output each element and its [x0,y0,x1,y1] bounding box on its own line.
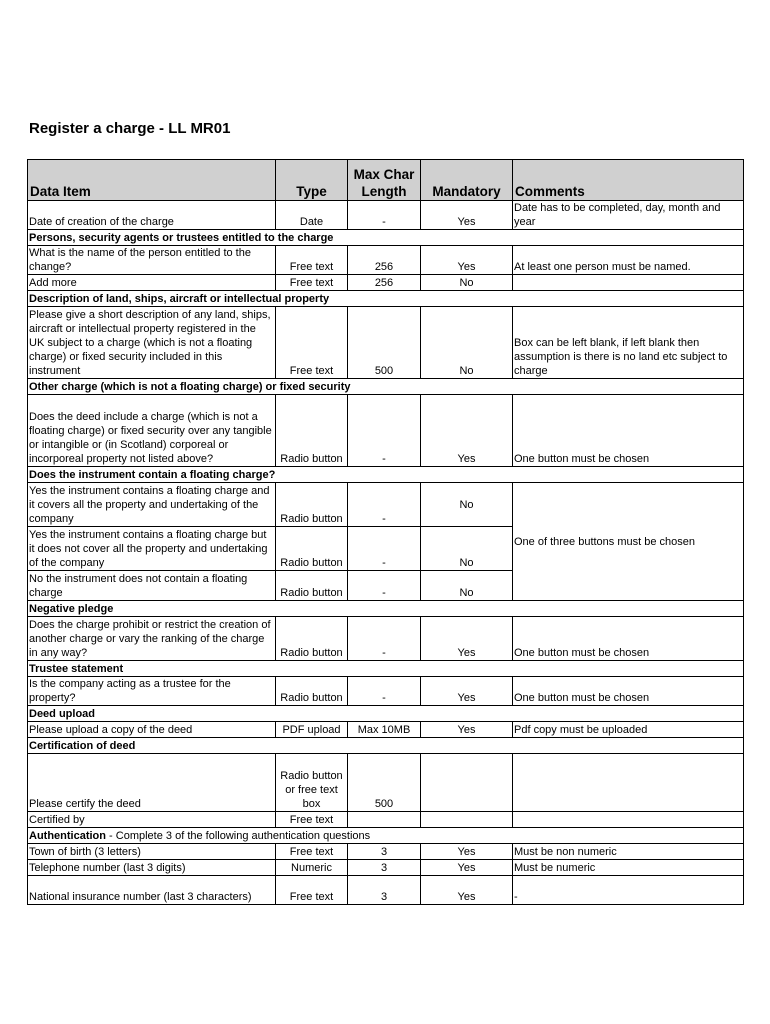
comment-cell: One button must be chosen [513,395,744,467]
header-data-item: Data Item [28,160,276,201]
header-mandatory: Mandatory [421,160,513,201]
section-heading-note: - Complete 3 of the following authentication questions [106,830,371,842]
mandatory-cell [421,754,513,812]
section-row [28,661,744,677]
comment-cell: One button must be chosen [513,677,744,706]
max-char-cell: - [348,483,421,527]
section-heading: Does the instrument contain a floating charge? [28,467,744,483]
section-heading: Other charge (which is not a floating charge) or fixed security [28,379,744,395]
mandatory-cell: Yes [421,860,513,876]
mandatory-cell: Yes [421,617,513,661]
header-type: Type [276,160,348,201]
comment-cell: At least one person must be named. [513,246,744,275]
table-row [28,201,744,230]
data-item-cell: Town of birth (3 letters) [28,844,276,860]
section-row [28,828,744,844]
type-cell: Radio button [276,395,348,467]
data-item-cell: What is the name of the person entitled to the change? [28,246,276,275]
mandatory-cell: Yes [421,246,513,275]
table-row [28,754,744,812]
comment-cell: Pdf copy must be uploaded [513,722,744,738]
table-row [28,617,744,661]
comment-cell: Must be numeric [513,860,744,876]
max-char-cell: 500 [348,307,421,379]
max-char-cell: - [348,201,421,230]
data-item-cell: Please certify the deed [28,754,276,812]
max-char-cell: 256 [348,275,421,291]
table-row [28,812,744,828]
data-item-cell: Please give a short description of any land, ships, aircraft or intellectual property registered in the UK subject to a charge (which is not a floating charge) or fixed security included in this instrument [28,307,276,379]
header-comments: Comments [513,160,744,201]
max-char-cell: - [348,677,421,706]
type-cell: PDF upload [276,722,348,738]
header-max-char: Max Char Length [348,160,421,201]
max-char-cell: - [348,395,421,467]
comment-cell: - [513,876,744,905]
data-item-cell: Does the charge prohibit or restrict the creation of another charge or vary the ranking of the charge in any way? [28,617,276,661]
type-cell: Free text [276,246,348,275]
type-cell: Free text [276,307,348,379]
max-char-cell: 3 [348,844,421,860]
section-row [28,706,744,722]
type-cell: Free text [276,275,348,291]
data-item-cell: National insurance number (last 3 characters) [28,876,276,905]
section-heading: Negative pledge [28,601,744,617]
max-char-cell: 256 [348,246,421,275]
comment-cell [513,754,744,812]
comment-cell: Box can be left blank, if left blank then assumption is there is no land etc subject to charge [513,307,744,379]
section-row [28,467,744,483]
type-cell: Free text [276,844,348,860]
type-cell: Free text [276,812,348,828]
comment-cell: One of three buttons must be chosen [513,483,744,601]
section-heading: Trustee statement [28,661,744,677]
type-cell: Radio button or free text box [276,754,348,812]
table-row [28,876,744,905]
type-cell: Radio button [276,677,348,706]
data-item-cell: Yes the instrument contains a floating charge but it does not cover all the property and undertaking of the company [28,527,276,571]
max-char-cell: 3 [348,876,421,905]
data-item-cell: Does the deed include a charge (which is not a floating charge) or fixed security over any tangible or intangible or (in Scotland) corporeal or incorporeal property not listed above? [28,395,276,467]
max-char-cell: 3 [348,860,421,876]
comment-cell: One button must be chosen [513,617,744,661]
type-cell: Radio button [276,483,348,527]
mandatory-cell: Yes [421,722,513,738]
data-item-cell: Add more [28,275,276,291]
data-table [27,159,744,905]
mandatory-cell: Yes [421,844,513,860]
mandatory-cell: No [421,307,513,379]
mandatory-cell: Yes [421,677,513,706]
max-char-cell: - [348,617,421,661]
section-row [28,738,744,754]
max-char-cell: - [348,527,421,571]
table-row [28,860,744,876]
section-row [28,230,744,246]
type-cell: Radio button [276,527,348,571]
section-heading: Description of land, ships, aircraft or intellectual property [28,291,744,307]
comment-cell: Date has to be completed, day, month and year [513,201,744,230]
section-row [28,291,744,307]
max-char-cell: 500 [348,754,421,812]
section-heading-bold: Authentication [29,830,106,842]
max-char-cell [348,812,421,828]
data-item-cell: Telephone number (last 3 digits) [28,860,276,876]
table-row [28,275,744,291]
section-heading: Certification of deed [28,738,744,754]
comment-cell: Must be non numeric [513,844,744,860]
table-row [28,722,744,738]
section-row [28,379,744,395]
page-title: Register a charge - LL MR01 [29,120,231,137]
type-cell: Radio button [276,617,348,661]
table-header-row [28,160,744,201]
max-char-cell: - [348,571,421,601]
section-heading: Persons, security agents or trustees entitled to the charge [28,230,744,246]
type-cell: Numeric [276,860,348,876]
mandatory-cell: Yes [421,395,513,467]
table-row [28,844,744,860]
section-heading: Deed upload [28,706,744,722]
mandatory-cell: No [421,483,513,527]
max-char-cell: Max 10MB [348,722,421,738]
type-cell: Radio button [276,571,348,601]
mandatory-cell: Yes [421,876,513,905]
table-row [28,246,744,275]
mandatory-cell [421,812,513,828]
table-row [28,395,744,467]
section-row [28,601,744,617]
table-row [28,483,744,527]
data-item-cell: Please upload a copy of the deed [28,722,276,738]
table-row [28,677,744,706]
section-heading [28,828,744,844]
data-item-cell: No the instrument does not contain a floating charge [28,571,276,601]
data-item-cell: Date of creation of the charge [28,201,276,230]
data-item-cell: Certified by [28,812,276,828]
data-item-cell: Is the company acting as a trustee for the property? [28,677,276,706]
mandatory-cell: No [421,275,513,291]
mandatory-cell: Yes [421,201,513,230]
data-item-cell: Yes the instrument contains a floating charge and it covers all the property and undertaking of the company [28,483,276,527]
mandatory-cell: No [421,571,513,601]
comment-cell [513,275,744,291]
table-row [28,307,744,379]
type-cell: Date [276,201,348,230]
type-cell: Free text [276,876,348,905]
comment-cell [513,812,744,828]
mandatory-cell: No [421,527,513,571]
